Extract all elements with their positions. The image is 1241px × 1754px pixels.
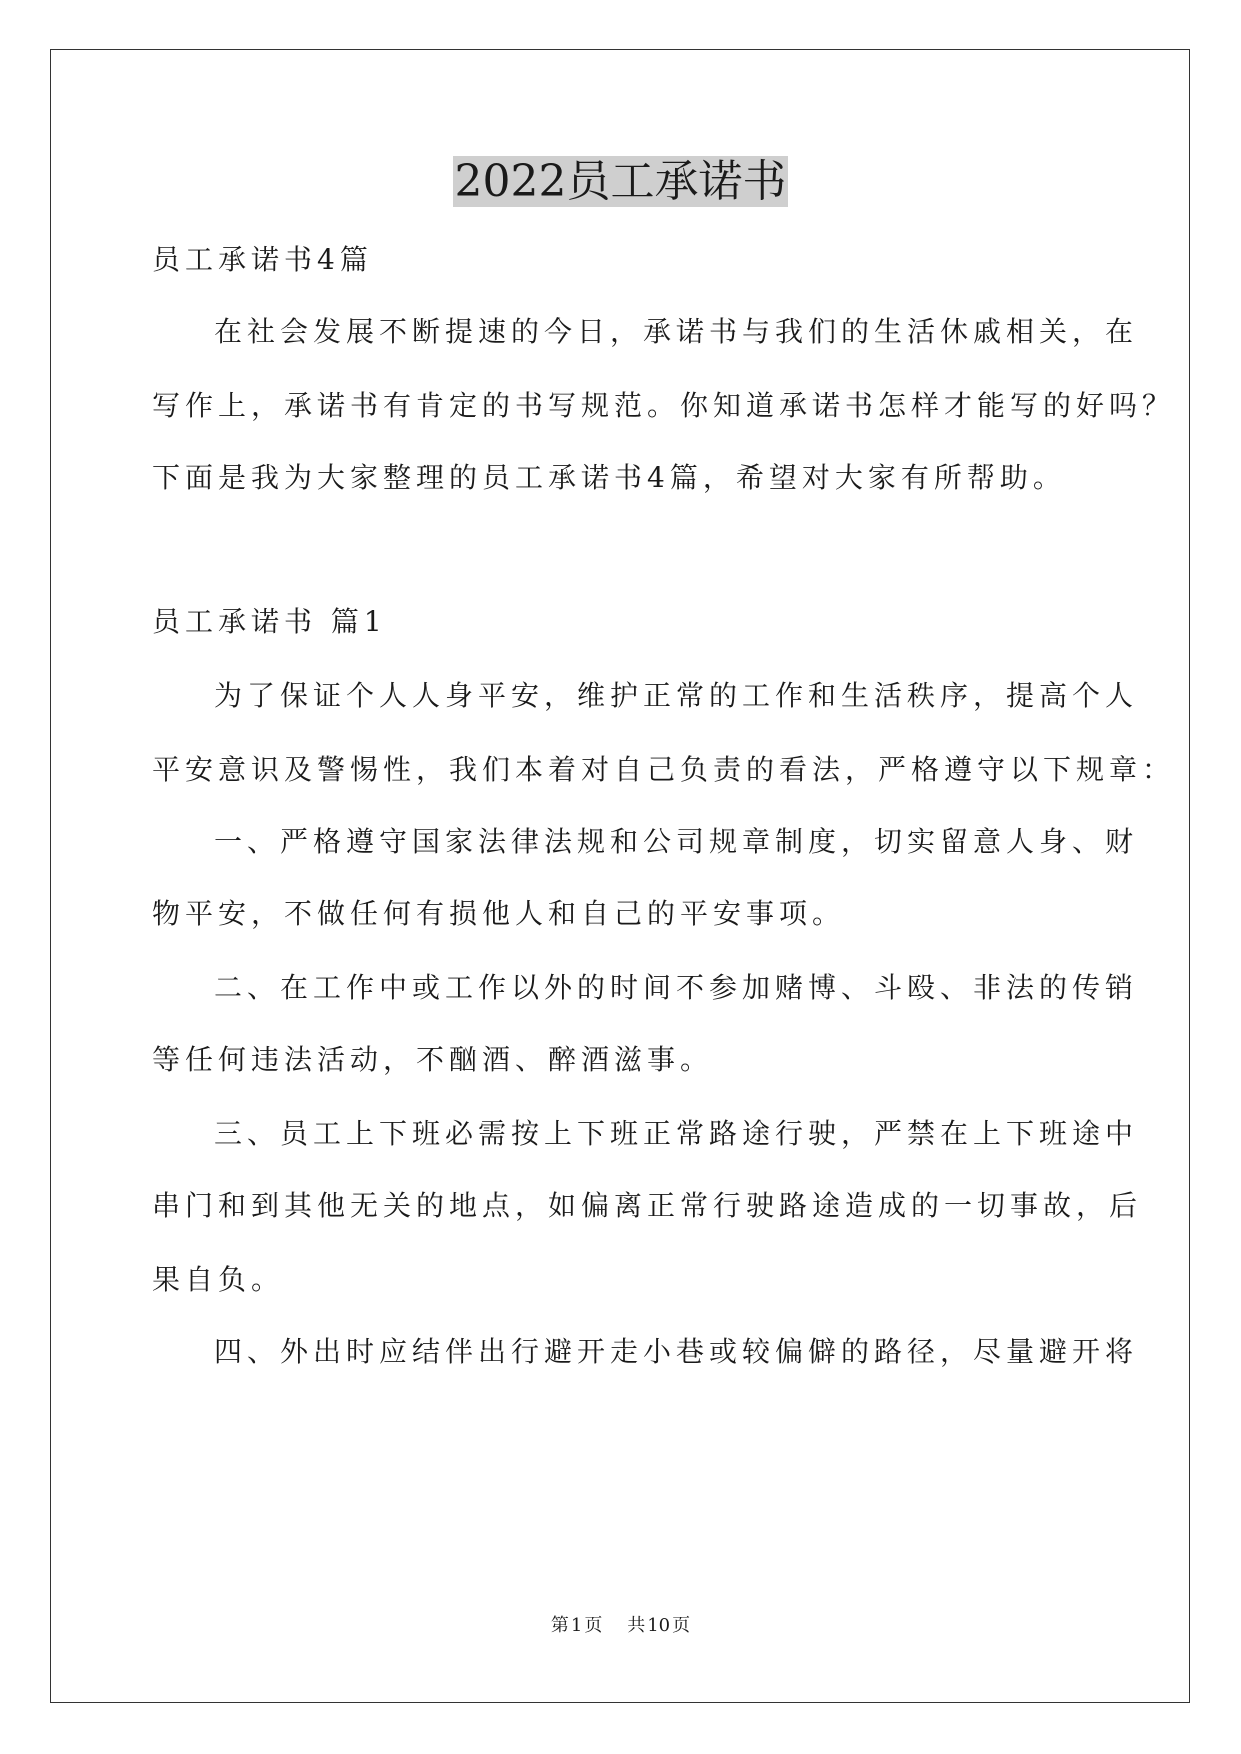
page-border (50, 49, 1190, 1703)
current-page-number: 1 (570, 1615, 583, 1636)
body-line: 平安意识及警惕性，我们本着对自己负责的看法，严格遵守以下规章： (152, 753, 1176, 786)
intro-line: 在社会发展不断提速的今日，承诺书与我们的生活休戚相关，在 (214, 315, 1139, 348)
body-line: 三、员工上下班必需按上下班正常路途行驶，严禁在上下班途中 (214, 1117, 1139, 1150)
total-label-suffix: 页 (672, 1615, 691, 1636)
body-line: 二、在工作中或工作以外的时间不参加赌博、斗殴、非法的传销 (214, 971, 1139, 1004)
body-line: 等任何违法活动，不酗酒、醉酒滋事。 (152, 1043, 714, 1076)
body-line: 为了保证个人人身平安，维护正常的工作和生活秩序，提高个人 (214, 679, 1139, 712)
document-title (0, 152, 1241, 212)
intro-line: 下面是我为大家整理的员工承诺书4篇，希望对大家有所帮助。 (152, 461, 1066, 494)
intro-line: 写作上，承诺书有肯定的书写规范。你知道承诺书怎样才能写的好吗？ (152, 389, 1176, 422)
total-label-prefix: 共 (627, 1615, 646, 1636)
body-line: 果自负。 (152, 1263, 285, 1296)
page-label-prefix: 第 (550, 1615, 569, 1636)
body-line: 一、严格遵守国家法律法规和公司规章制度，切实留意人身、财 (214, 825, 1139, 858)
document-title-text: 2022员工承诺书 (454, 156, 787, 207)
total-pages-number: 10 (647, 1615, 671, 1636)
body-line: 物平安，不做任何有损他人和自己的平安事项。 (152, 897, 846, 930)
body-line: 四、外出时应结伴出行避开走小巷或较偏僻的路径，尽量避开将 (214, 1335, 1139, 1368)
page-label-suffix: 页 (584, 1615, 603, 1636)
document-subtitle: 员工承诺书4篇 (152, 243, 373, 276)
section-heading: 员工承诺书 篇1 (152, 605, 387, 638)
page-footer (0, 1614, 1241, 1638)
body-line: 串门和到其他无关的地点，如偏离正常行驶路途造成的一切事故，后 (152, 1189, 1143, 1222)
